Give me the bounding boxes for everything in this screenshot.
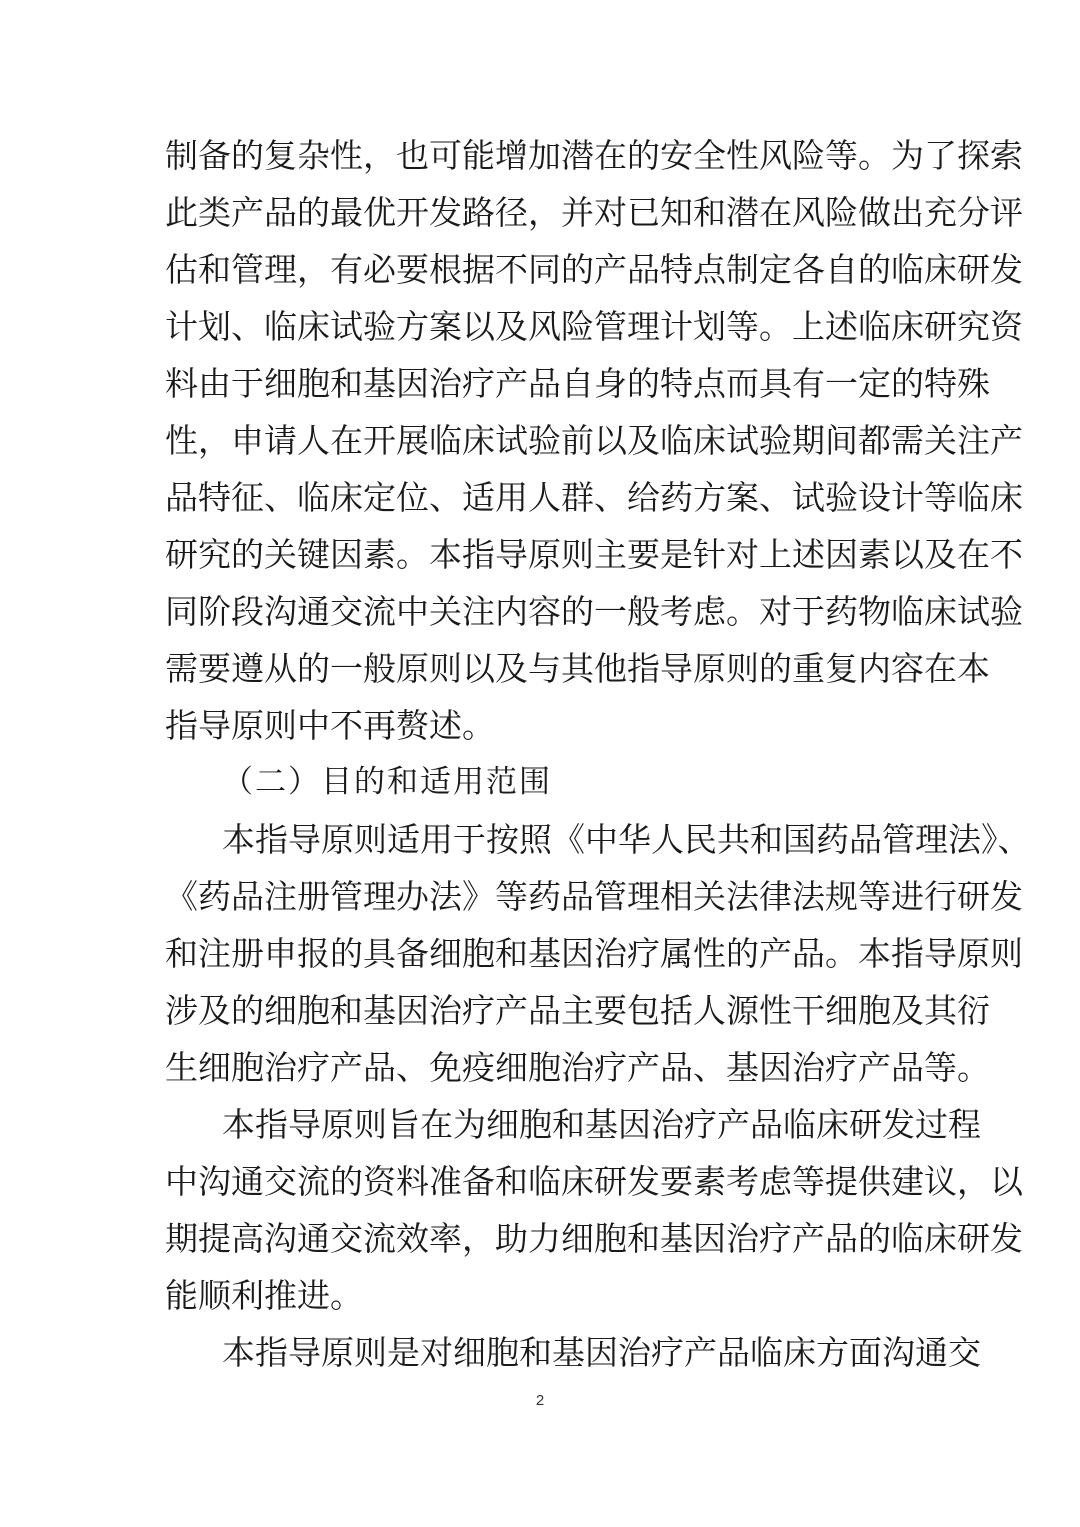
section-heading: （二）目的和适用范围 bbox=[222, 764, 552, 800]
paragraph-line: 《药品注册管理办法》等药品管理相关法律法规等进行研发 bbox=[165, 877, 1023, 916]
paragraph-line: 估和管理，有必要根据不同的产品特点制定各自的临床研发 bbox=[165, 250, 1023, 289]
paragraph-line: 料由于细胞和基因治疗产品自身的特点而具有一定的特殊 bbox=[165, 364, 990, 403]
paragraph-line: 期提高沟通交流效率，助力细胞和基因治疗产品的临床研发 bbox=[165, 1219, 1023, 1258]
paragraph-line: 此类产品的最优开发路径，并对已知和潜在风险做出充分评 bbox=[165, 193, 1023, 232]
paragraph-line: 研究的关键因素。本指导原则主要是针对上述因素以及在不 bbox=[165, 535, 1023, 574]
paragraph-line: 能顺利推进。 bbox=[165, 1276, 363, 1315]
paragraph-line: 同阶段沟通交流中关注内容的一般考虑。对于药物临床试验 bbox=[165, 592, 1023, 631]
paragraph-line: 生细胞治疗产品、免疫细胞治疗产品、基因治疗产品等。 bbox=[165, 1048, 990, 1087]
paragraph-line: 涉及的细胞和基因治疗产品主要包括人源性干细胞及其衍 bbox=[165, 991, 990, 1030]
paragraph-line: 本指导原则旨在为细胞和基因治疗产品临床研发过程 bbox=[222, 1105, 981, 1144]
paragraph-line: 性，申请人在开展临床试验前以及临床试验期间都需关注产 bbox=[165, 421, 1023, 460]
paragraph-line: 计划、临床试验方案以及风险管理计划等。上述临床研究资 bbox=[165, 307, 1023, 346]
paragraph-line: 中沟通交流的资料准备和临床研发要素考虑等提供建议，以 bbox=[165, 1162, 1023, 1201]
paragraph-line: 和注册申报的具备细胞和基因治疗属性的产品。本指导原则 bbox=[165, 934, 1023, 973]
page-number: 2 bbox=[535, 1392, 545, 1409]
paragraph-line: 需要遵从的一般原则以及与其他指导原则的重复内容在本 bbox=[165, 649, 990, 688]
paragraph-line: 本指导原则是对细胞和基因治疗产品临床方面沟通交 bbox=[222, 1333, 981, 1372]
paragraph-line: 品特征、临床定位、适用人群、给药方案、试验设计等临床 bbox=[165, 478, 1023, 517]
paragraph-line: 本指导原则适用于按照《中华人民共和国药品管理法》、 bbox=[222, 820, 1031, 859]
body-text bbox=[165, 127, 1031, 1381]
paragraph-line: 制备的复杂性，也可能增加潜在的安全性风险等。为了探索 bbox=[165, 136, 1023, 175]
paragraph-line: 指导原则中不再赘述。 bbox=[165, 706, 495, 745]
